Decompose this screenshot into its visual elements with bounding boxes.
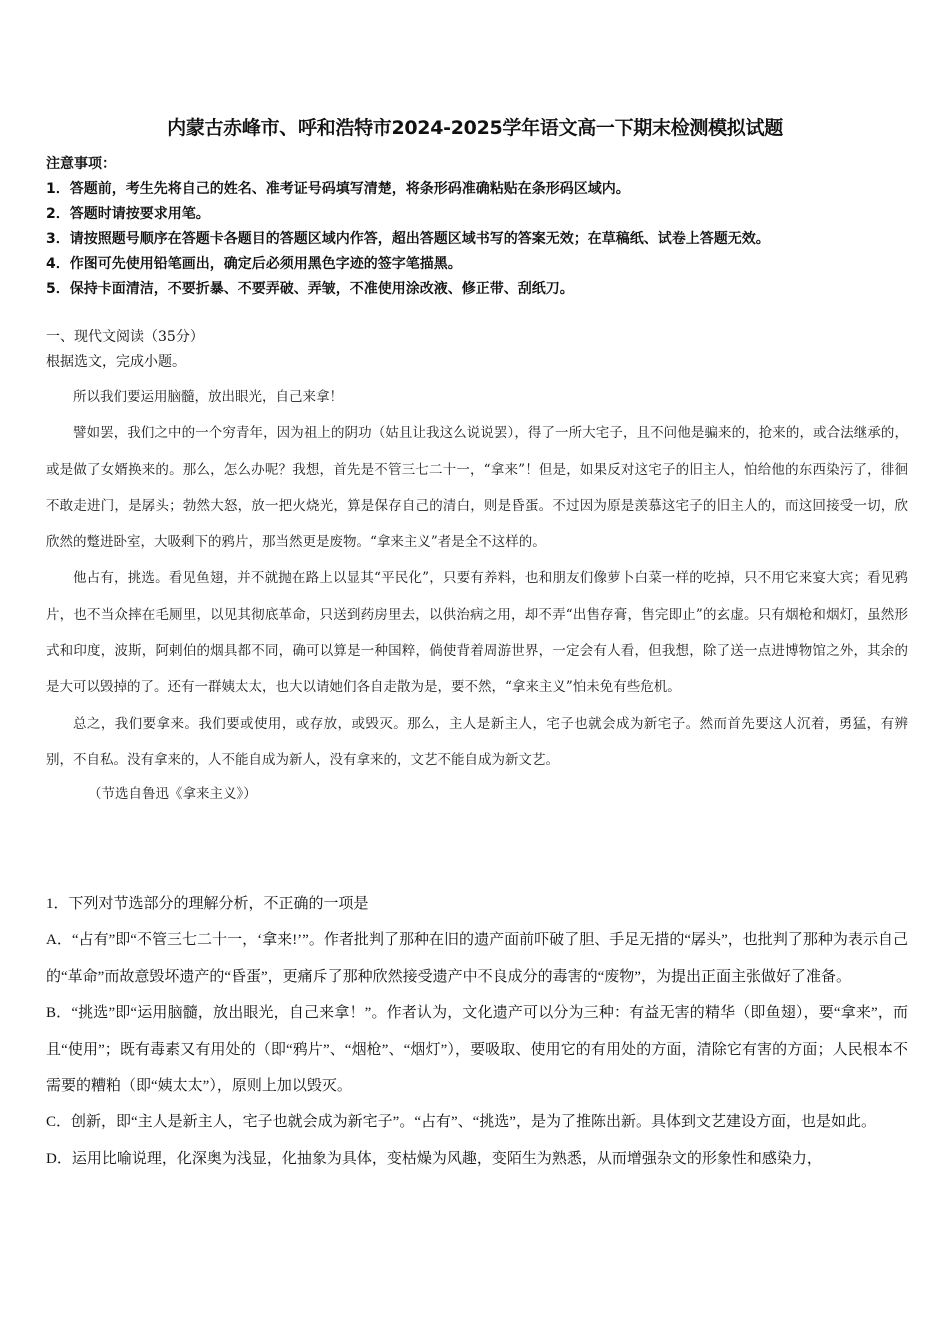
notice-item: 3．请按照题号顺序在答题卡各题目的答题区域内作答，超出答题区域书写的答案无效；在草稿纸、试卷上答题无效。 [46, 231, 770, 247]
passage-paragraph: 譬如罢，我们之中的一个穷青年，因为祖上的阴功（姑且让我这么说说罢），得了一所大宅子，且不问他是骗来的，抢来的，或合法继承的，或是做了女婿换来的。那么，怎么办呢？我想，首先是不管三七二十一，“拿来”！但是，如果反对这宅子的旧主人，怕给他的东西染污了，徘徊不敢走进门，是孱头；勃然大怒，放一把火烧光，算是保存自己的清白，则是昏蛋。不过因为原是羡慕这宅子的旧主人的，而这回接受一切，欣欣然的蹩进卧室，大吸剩下的鸦片，那当然更是废物。“拿来主义”者是全不这样的。 [46, 425, 908, 551]
passage-paragraph: 总之，我们要拿来。我们要或使用，或存放，或毁灭。那么，主人是新主人，宅子也就会成为新宅子。然而首先要这人沉着，勇猛，有辨别，不自私。没有拿来的，人不能自成为新人，没有拿来的，文艺不能自成为新文艺。 [46, 715, 908, 768]
page-title: 内蒙古赤峰市、呼和浩特市2024-2025学年语文高一下期末检测模拟试题 [167, 117, 783, 139]
question-stem: 1．下列对节选部分的理解分析，不正确的一项是 [46, 896, 369, 912]
question-option-d: D．运用比喻说理，化深奥为浅显，化抽象为具体，变枯燥为风趣，变陌生为熟悉，从而增强杂文的形象性和感染力， [46, 1150, 822, 1167]
question-option-c: C．创新，即“主人是新主人，宅子也就会成为新宅子”。“占有”、“挑选”，是为了推陈出新。具体到文艺建设方面，也是如此。 [46, 1114, 876, 1131]
question-1 [46, 886, 908, 1177]
notice-item: 1．答题前，考生先将自己的姓名、准考证号码填写清楚，将条形码准确粘贴在条形码区域内。 [46, 181, 630, 197]
reading-section-header [46, 325, 916, 375]
notice-item: 2．答题时请按要求用笔。 [46, 206, 210, 222]
question-option-b: B．“挑选”即“运用脑髓，放出眼光，自己来拿！”。作者认为，文化遗产可以分为三种：有益无害的精华（即鱼翅），要“拿来”，而且“使用”；既有毒素又有用处的（即“鸦片”、“烟枪”、“烟灯”），要吸取、使用它的有用处的方面，清除它有害的方面；人民根本不需要的糟粕（即“姨太太”），原则上加以毁灭。 [46, 1005, 908, 1095]
passage-paragraph: 他占有，挑选。看见鱼翅，并不就抛在路上以显其“平民化”，只要有养料，也和朋友们像萝卜白菜一样的吃掉，只不用它来宴大宾；看见鸦片，也不当众摔在毛厕里，以见其彻底革命，只送到药房里去，以供治病之用，却不弄“出售存膏，售完即止”的玄虚。只有烟枪和烟灯，虽然形式和印度，波斯，阿剌伯的烟具都不同，确可以算是一种国粹，倘使背着周游世界，一定会有人看，但我想，除了送一点进博物馆之外，其余的是大可以毁掉的了。还有一群姨太太，也大以请她们各自走散为是，要不然，“拿来主义”怕未免有些危机。 [46, 570, 908, 696]
notice-heading: 注意事项： [46, 156, 116, 172]
section-instruction: 根据选文，完成小题。 [46, 354, 186, 370]
question-option-a: A．“占有”即“不管三七二十一，‘拿来!’”。作者批判了那种在旧的遗产面前吓破了胆、手足无措的“孱头”，也批判了那种为表示自己的“革命”而故意毁坏遗产的“昏蛋”，更痛斥了那种欣然接受遗产中不良成分的毒害的“废物”，为提出正面主张做好了准备。 [46, 932, 908, 985]
section-heading: 一、现代文阅读（35分） [46, 329, 204, 345]
notice-item: 4．作图可先使用铅笔画出，确定后必须用黑色字迹的签字笔描黑。 [46, 256, 462, 272]
notice-item: 5．保持卡面清洁，不要折暴、不要弄破、弄皱，不准使用涂改液、修正带、刮纸刀。 [46, 281, 574, 297]
passage-source: （节选自鲁迅《拿来主义》） [88, 786, 257, 803]
reading-passage [46, 379, 908, 810]
notice-section [46, 152, 916, 302]
passage-paragraph: 所以我们要运用脑髓，放出眼光，自己来拿！ [73, 389, 343, 405]
